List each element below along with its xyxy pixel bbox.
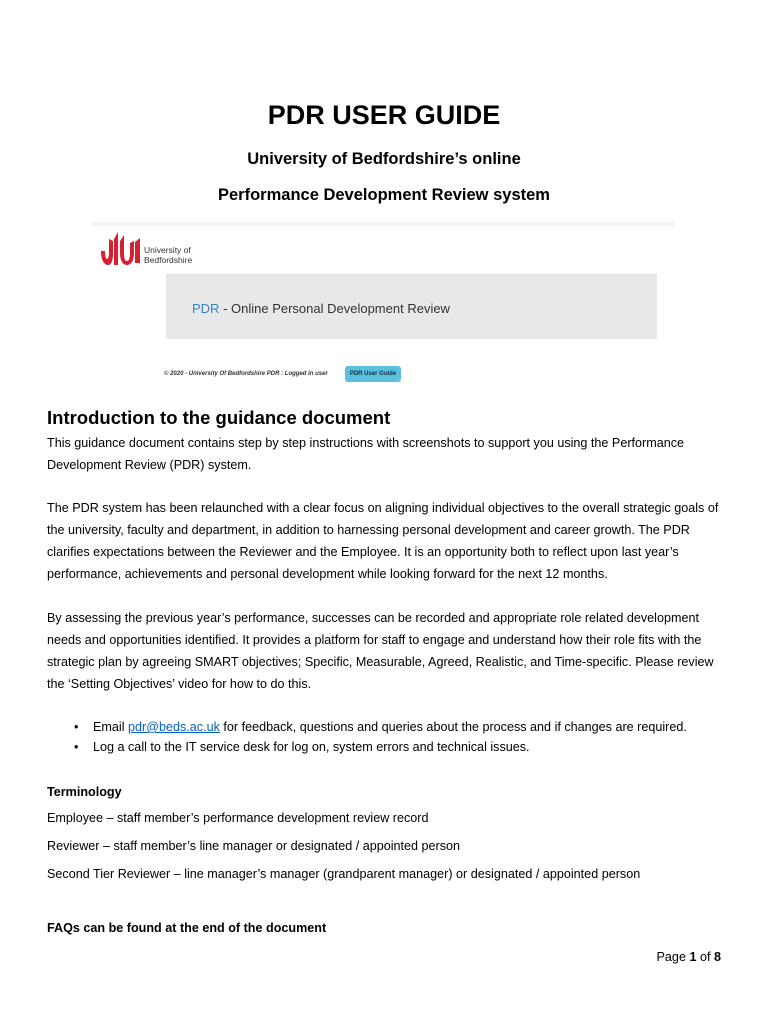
bullet-marker: • [74, 720, 79, 734]
list-item: • Email pdr@beds.ac.uk for feedback, questions and queries about the process and if changes are required. [47, 717, 727, 737]
screenshot-top-bar [92, 222, 674, 226]
logo-wordmark: University of Bedfordshire [144, 245, 193, 265]
term-reviewer: Reviewer – staff member’s line manager or designated / appointed person [47, 839, 461, 853]
contact-bullet-list [47, 717, 727, 757]
term-employee: Employee – staff member’s performance development review record [47, 811, 429, 825]
banner-subtitle: - Online Personal Development Review [219, 301, 450, 316]
banner-acronym: PDR [192, 301, 220, 316]
document-subtitle-line2: Performance Development Review system [218, 186, 550, 204]
faq-note: FAQs can be found at the end of the document [47, 921, 327, 935]
pdr-user-guide-button[interactable]: PDR User Guide [345, 366, 401, 382]
term-second-tier-reviewer: Second Tier Reviewer – line manager’s manager (grandparent manager) or designated / appointed person [47, 867, 641, 881]
university-logo-icon [98, 227, 142, 271]
university-logo [98, 227, 218, 271]
terminology-heading: Terminology [47, 785, 122, 799]
intro-heading: Introduction to the guidance document [47, 407, 391, 428]
list-item: • Log a call to the IT service desk for log on, system errors and technical issues. [47, 737, 727, 757]
document-subtitle-line1: University of Bedfordshire’s online [247, 150, 521, 168]
pdr-screenshot [92, 222, 674, 390]
email-link[interactable]: pdr@beds.ac.uk [128, 720, 220, 734]
banner-title [192, 301, 450, 317]
bullet-marker: • [74, 740, 79, 754]
intro-paragraph-3: By assessing the previous year’s performance, successes can be recorded and appropriate role related development needs and opportunities identified. It provides a platform for staff to engage and understand how their role fits with the strategic plan by agreeing SMART objectives; Specific, Measurable, Agreed, Realistic, and Time-specific. Please review the ‘Setting Objectives’ video for how to do this. [47, 611, 714, 691]
page-number: Page 1 of 8 [656, 950, 721, 964]
intro-paragraph-1: This guidance document contains step by step instructions with screenshots to support you using the Performance Development Review (PDR) system. [47, 436, 685, 472]
pdr-banner [166, 274, 657, 339]
document-title: PDR USER GUIDE [267, 100, 501, 130]
screenshot-footer-text: © 2020 - University Of Bedfordshire PDR : Logged in user [164, 371, 328, 377]
intro-paragraph-2: The PDR system has been relaunched with a clear focus on aligning individual objectives to the overall strategic goals of the university, faculty and department, in addition to harnessing personal development and career growth. The PDR clarifies expectations between the Reviewer and the Employee. It is an opportunity both to reflect upon last year’s performance, achievements and personal development while looking forward for the next 12 months. [47, 501, 719, 581]
